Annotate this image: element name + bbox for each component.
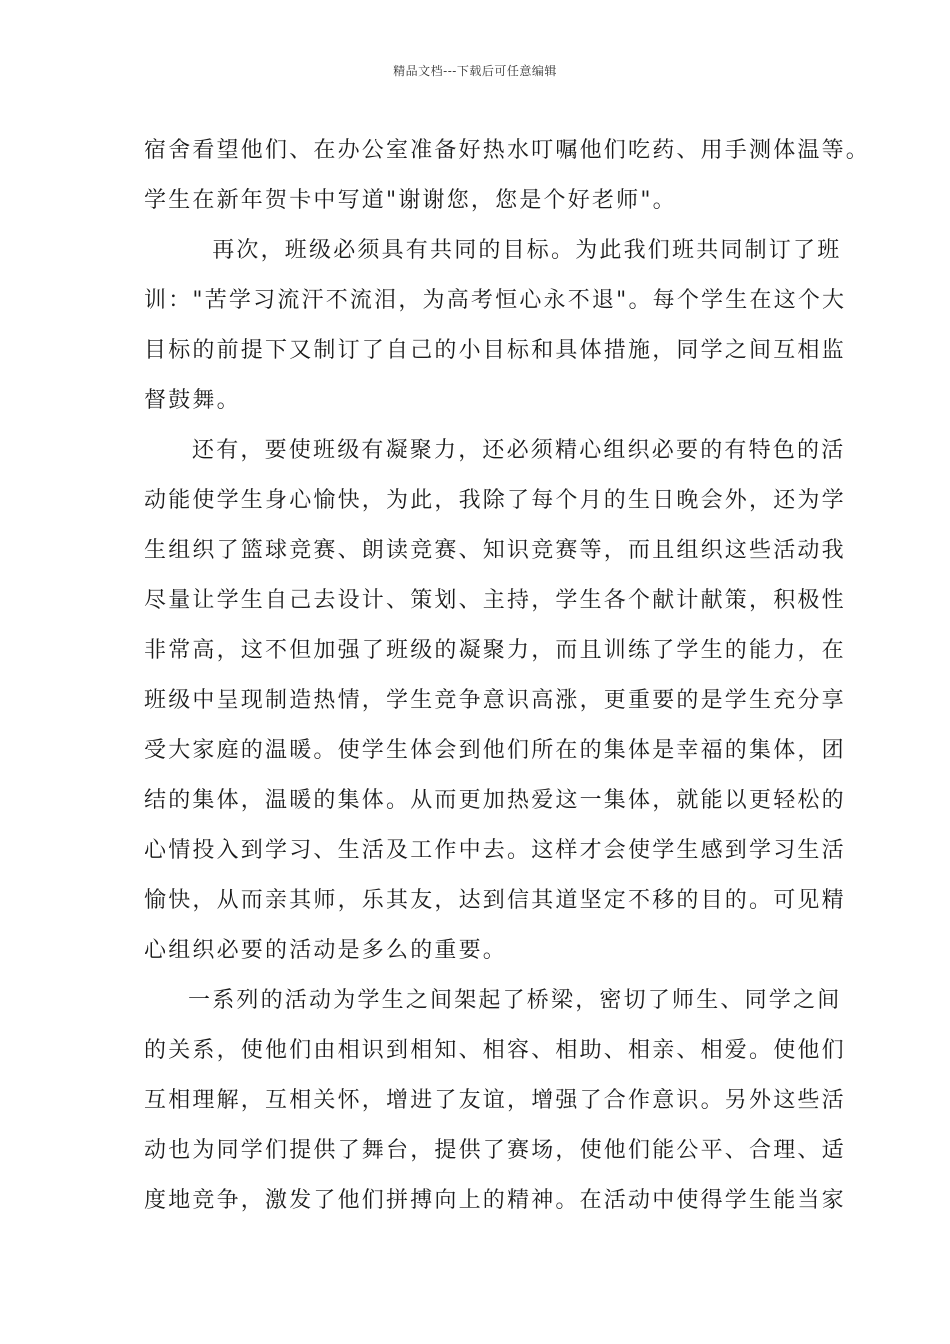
text-line: 动能使学生身心愉快，为此，我除了每个月的生日晚会外，还为学: [144, 488, 846, 513]
text-line: 非常高，这不但加强了班级的凝聚力，而且训练了学生的能力，在: [144, 638, 846, 663]
text-line: 学生在新年贺卡中写道"谢谢您，您是个好老师"。: [144, 188, 677, 213]
text-line: 心情投入到学习、生活及工作中去。这样才会使学生感到学习生活: [144, 838, 846, 863]
text-line: 督鼓舞。: [144, 388, 241, 413]
text-line: 愉快，从而亲其师，乐其友，达到信其道坚定不移的目的。可见精: [144, 888, 846, 913]
text-line: 动也为同学们提供了舞台，提供了赛场，使他们能公平、合理、适: [144, 1138, 846, 1163]
text-line: 训："苦学习流汗不流泪，为高考恒心永不退"。每个学生在这个大: [144, 288, 847, 313]
text-line: 班级中呈现制造热情，学生竞争意识高涨，更重要的是学生充分享: [144, 688, 846, 713]
text-line: 度地竞争，激发了他们拼搏向上的精神。在活动中使得学生能当家: [144, 1188, 846, 1213]
body-text: [144, 126, 871, 1226]
text-line: 生组织了篮球竞赛、朗读竞赛、知识竞赛等，而且组织这些活动我: [144, 538, 846, 563]
page-header: 精品文档---下载后可任意编辑: [393, 64, 557, 78]
text-line: 尽量让学生自己去设计、策划、主持，学生各个献计献策，积极性: [144, 588, 846, 613]
text-line: 结的集体，温暖的集体。从而更加热爱这一集体，就能以更轻松的: [144, 788, 846, 813]
text-line: 宿舍看望他们、在办公室准备好热水叮嘱他们吃药、用手测体温等。: [144, 138, 871, 163]
text-line: 受大家庭的温暖。使学生体会到他们所在的集体是幸福的集体，团: [144, 738, 846, 763]
text-line: 互相理解，互相关怀，增进了友谊，增强了合作意识。另外这些活: [144, 1088, 846, 1113]
text-line: 心组织必要的活动是多么的重要。: [144, 938, 508, 963]
text-line: 的关系，使他们由相识到相知、相容、相助、相亲、相爱。使他们: [144, 1038, 846, 1063]
paragraph-start-line: 一系列的活动为学生之间架起了桥梁，密切了师生、同学之间: [188, 988, 842, 1013]
text-line: 目标的前提下又制订了自己的小目标和具体措施，同学之间互相监: [144, 338, 846, 363]
paragraph-start-line: 还有，要使班级有凝聚力，还必须精心组织必要的有特色的活: [192, 438, 846, 463]
paragraph-start-line: 再次，班级必须具有共同的目标。为此我们班共同制订了班: [188, 238, 842, 263]
